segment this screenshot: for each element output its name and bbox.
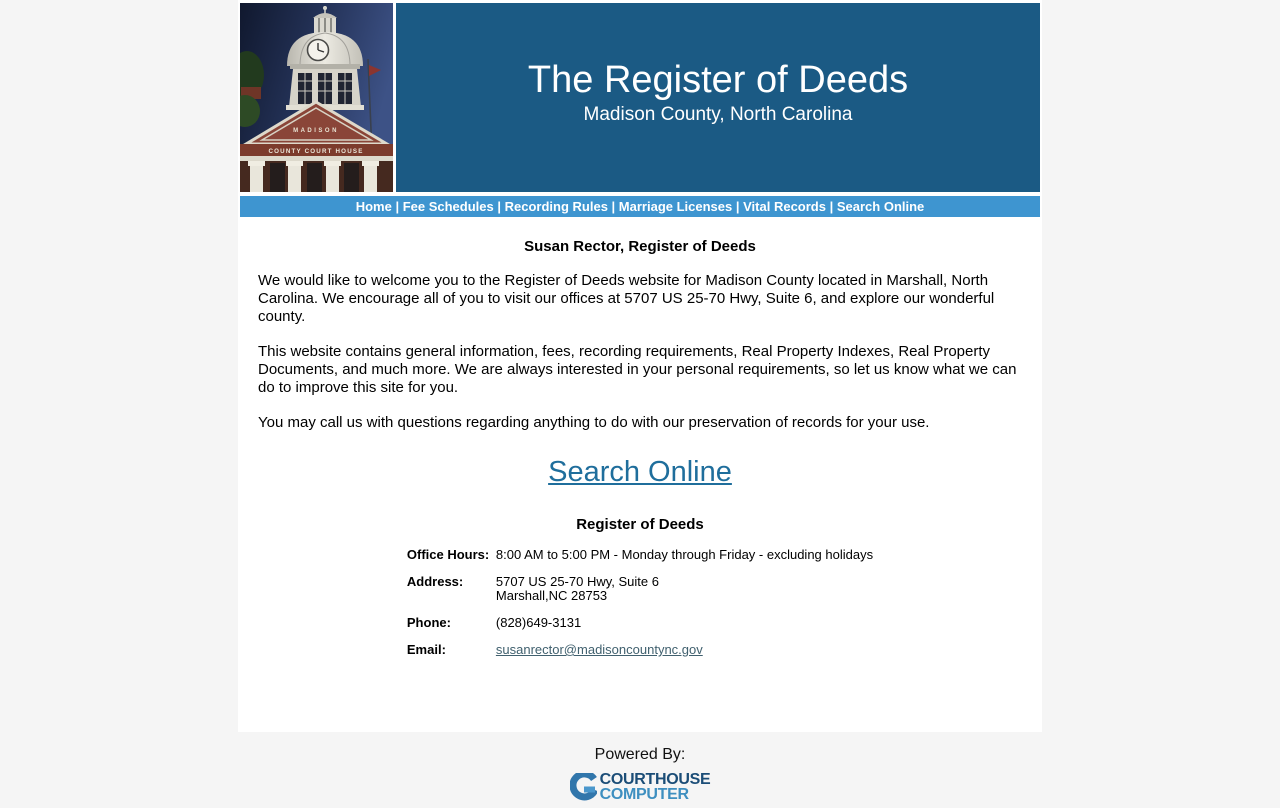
logo-text-line1: COURTHOUSE — [599, 771, 711, 788]
info-row — [407, 548, 873, 575]
site-subtitle: Madison County, North Carolina — [583, 103, 853, 125]
sign-madison: MADISON — [293, 128, 339, 134]
info-row — [407, 643, 873, 670]
sign-county-court-house: COUNTY COURT HOUSE — [268, 148, 364, 155]
nav-link-fee-schedules[interactable]: Fee Schedules — [402, 199, 494, 214]
info-label: Phone: — [406, 615, 451, 630]
info-value: 8:00 AM to 5:00 PM - Monday through Friday - excluding holidays — [495, 547, 874, 562]
nav-link-search-online[interactable]: Search Online — [836, 199, 925, 214]
info-row — [407, 575, 873, 616]
logo-text — [600, 772, 711, 802]
info-value — [496, 643, 873, 670]
main-content — [240, 217, 1040, 732]
footer — [0, 732, 1280, 808]
finial-statue — [323, 6, 327, 10]
nav-separator: | — [732, 199, 744, 214]
info-label: Office Hours: — [406, 547, 490, 562]
info-value: (828)649-3131 — [495, 615, 582, 630]
nav-separator: | — [825, 199, 837, 214]
courthouse-photo — [240, 3, 393, 192]
email-link[interactable]: susanrector@madisoncountync.gov — [495, 642, 703, 657]
body-paragraph: We would like to welcome you to the Register of Deeds website for Madison County located in Marshall, North Carolina. We encourage all of you to visit our offices at 5707 US 25-70 Hwy, Suite 6, and explore our wonderful county. — [258, 272, 995, 325]
main-nav — [240, 196, 1040, 217]
courthouse-computer-logo[interactable] — [570, 772, 711, 803]
body-paragraph: This website contains general information, fees, recording requirements, Real Property Indexes, Real Property Documents, and much more. We are always interested in your personal requirements, so let us know what we can do to improve this site for you. — [258, 343, 1017, 396]
nav-separator: | — [493, 199, 505, 214]
search-online-link[interactable]: Search Online — [548, 456, 732, 488]
logo-g-icon — [570, 773, 597, 803]
body-paragraph: You may call us with questions regarding anything to do with our preservation of records for your use. — [258, 414, 930, 431]
info-row — [407, 616, 873, 643]
courthouse-illustration — [240, 3, 393, 192]
info-label: Address: — [406, 574, 464, 589]
site-header — [240, 3, 1040, 192]
search-online-wrap — [258, 456, 1022, 489]
nav-link-marriage-licenses[interactable]: Marriage Licenses — [618, 199, 733, 214]
content-column — [238, 0, 1042, 732]
page-title: Susan Rector, Register of Deeds — [524, 238, 756, 255]
info-label: Email: — [406, 642, 446, 657]
nav-link-vital-records[interactable]: Vital Records — [743, 199, 826, 214]
powered-by-label: Powered By: — [594, 746, 686, 763]
nav-separator: | — [391, 199, 403, 214]
intro-paragraphs — [258, 272, 1022, 432]
nav-separator: | — [607, 199, 619, 214]
office-info-table — [407, 548, 873, 670]
nav-link-recording-rules[interactable]: Recording Rules — [504, 199, 608, 214]
info-heading: Register of Deeds — [576, 516, 704, 533]
logo-text-line2: COMPUTER — [599, 786, 689, 803]
info-value: 5707 US 25-70 Hwy, Suite 6 Marshall,NC 28753 — [495, 574, 659, 603]
site-title: The Register of Deeds — [527, 58, 909, 101]
header-banner — [396, 3, 1040, 192]
nav-link-home[interactable]: Home — [355, 199, 392, 214]
